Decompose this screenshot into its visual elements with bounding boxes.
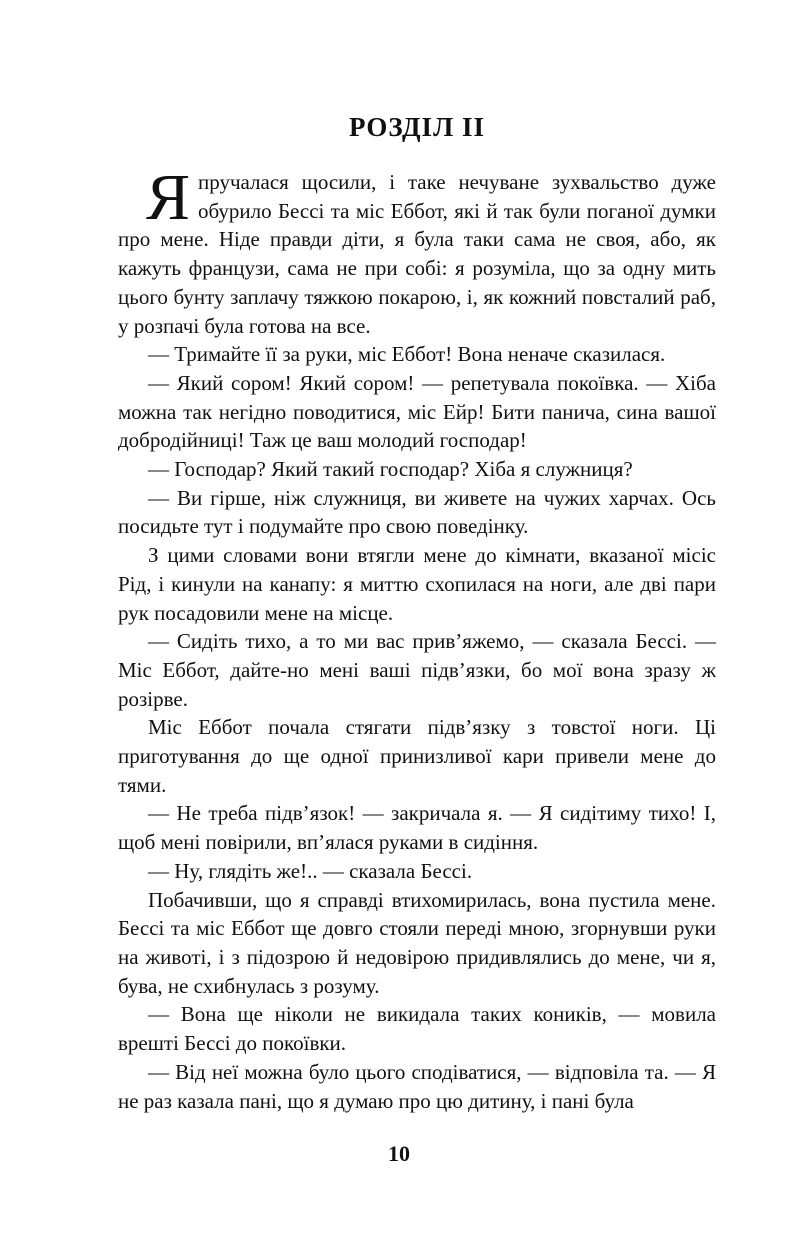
paragraph: Побачивши, що я справді втихомирилась, вона пустила мене. Бессі та міс Еббот ще довго стояли переді мною, згорнувши руки на животі, і з підозрою й недовірою придивлялись до мене, чи я, бува, не схибнулась з розуму. — [118, 887, 716, 998]
body-text — [118, 161, 716, 1115]
paragraph-first — [118, 161, 716, 340]
paragraph: — Тримайте її за руки, міс Еббот! Вона неначе сказилася. — [148, 342, 666, 367]
drop-cap: Я — [146, 161, 191, 234]
page-number: 10 — [388, 1141, 410, 1166]
paragraph-first-text: пручалася щосили, і таке нечуване зухвальство дуже обурило Бессі та міс Еббот, які й так були поганої думки про мене. Ніде правди діти, я була таки сама не своя, або, як кажуть французи, сама не при собі: я розуміла, що за одну мить цього бунту заплачу тяжкою покарою, і, як кожний повсталий раб, у розпачі була готова на все. — [118, 170, 716, 338]
paragraph: — Ви гірше, ніж служниця, ви живете на чужих харчах. Ось посидьте тут і подумайте про свою поведінку. — [118, 485, 716, 539]
paragraph: Міс Еббот почала стягати підв’язку з товстої ноги. Ці приготування до ще одної принизливої кари привели мене до тями. — [118, 715, 716, 797]
chapter-title: РОЗДІЛ II — [349, 112, 485, 142]
paragraph: — Вона ще ніколи не викидала таких коників, — мовила врешті Бессі до покоївки. — [118, 1002, 716, 1056]
paragraph: — Сидіть тихо, а то ми вас прив’яжемо, — сказала Бессі. — Міс Еббот, дайте-но мені ваші підв’язки, бо мої вона зразу ж розірве. — [118, 629, 716, 711]
paragraph: — Не треба підв’язок! — закричала я. — Я сидітиму тихо! І, щоб мені повірили, вп’ялася руками в сидіння. — [118, 801, 716, 855]
paragraph: — Від неї можна було цього сподіватися, — відповіла та. — Я не раз казала пані, що я думаю про цю дитину, і пані була — [118, 1059, 716, 1113]
paragraph: — Господар? Який такий господар? Хіба я служниця? — [148, 457, 633, 482]
paragraph: З цими словами вони втягли мене до кімнати, вказаної місіс Рід, і кинули на канапу: я миттю схопилася на ноги, але дві пари рук посадовили мене на місце. — [118, 543, 716, 625]
book-page — [118, 100, 716, 1115]
paragraph: — Який сором! Який сором! — репетувала покоївка. — Хіба можна так негідно поводитися, міс Ейр! Бити панича, сина вашої добродійниці! Таж це ваш молодий господар! — [118, 370, 716, 453]
paragraph: — Ну, глядіть же!.. — сказала Бессі. — [148, 858, 473, 883]
